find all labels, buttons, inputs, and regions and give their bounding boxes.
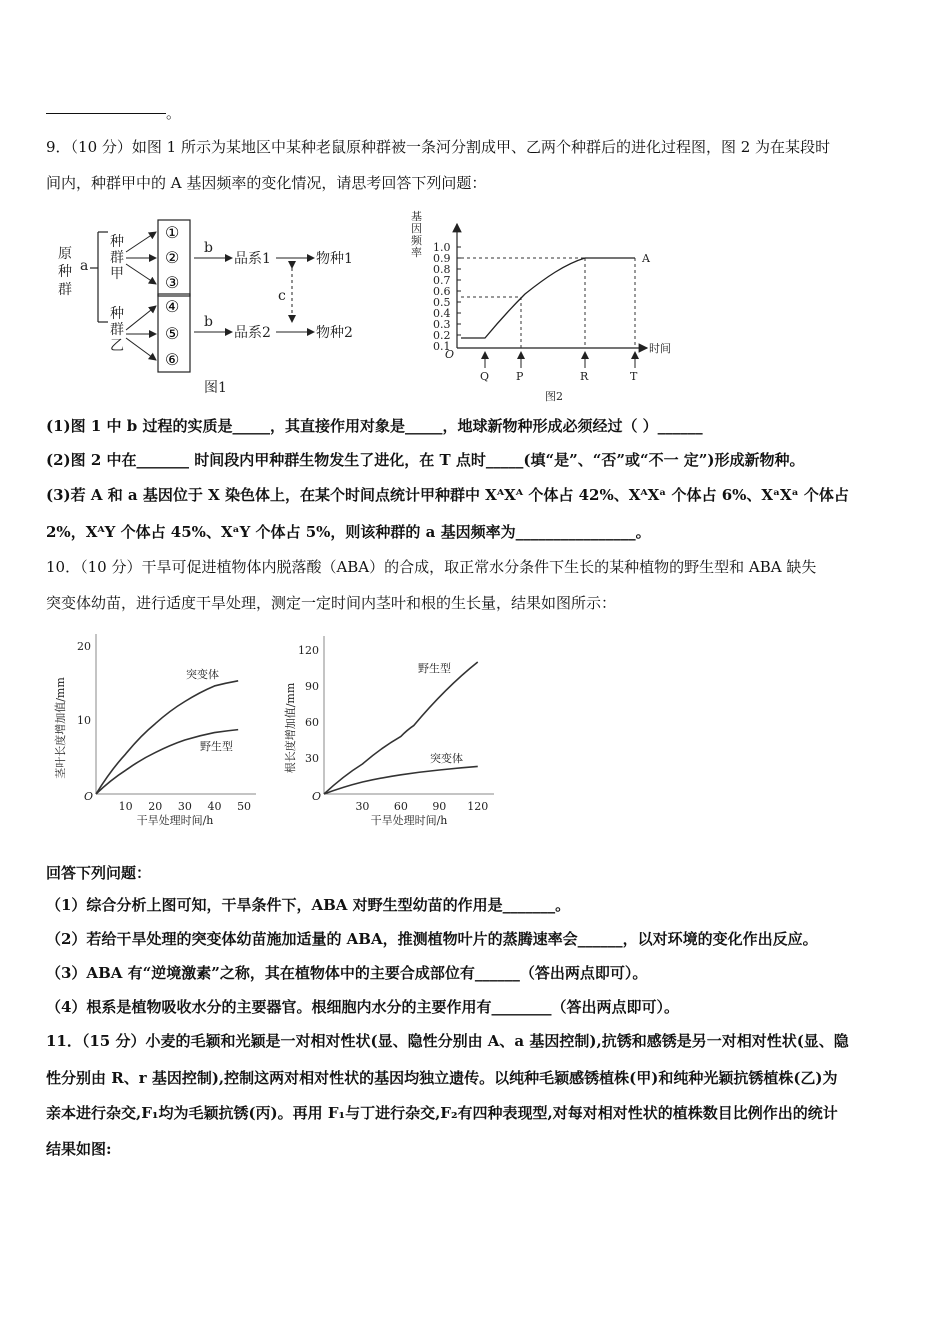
q9-sub3b: 2%，XᴬY 个体占 45%、XᵃY 个体占 5%，则该种群的 a 基因频率为________________。 [46,523,651,541]
circle-1: ① [165,223,180,242]
chart2-ytick-90: 90 [305,680,319,693]
x-point-R: R [580,370,589,383]
fig2-ytick-0.5: 0.5 [433,296,451,309]
q9-sub3a: (3)若 A 和 a 基因位于 X 染色体上，在某个时间点统计甲种群中 XᴬXᴬ 个体占 42%、XᴬXᵃ 个体占 6%、XᵃXᵃ 个体占 [46,486,849,504]
chart2-ylabel-group [283,682,297,773]
label-b-2: b [204,314,213,330]
fig2-ytick-1.0: 1.0 [433,241,451,254]
chart2-series-mutant [324,766,478,794]
fig2-ytick-0.1: 0.1 [433,340,451,353]
origin-char-2: 种 [58,264,72,280]
q11-line4: 结果如图: [46,1140,112,1158]
chart1-xtick-30: 30 [177,800,192,813]
chart1-xtick-40: 40 [207,800,222,813]
chart1-xtick-20: 20 [148,800,163,813]
strain-1: 品系1 [234,251,271,267]
chart1-xlabel: 干旱处理时间/h [136,814,214,827]
chart2-xtick-120: 120 [467,800,489,813]
species-1: 物种1 [316,251,353,267]
circle-6: ⑥ [165,350,180,369]
figure-2-caption: 图2 [545,390,563,403]
figure-1-diagram [52,208,382,398]
chart1-series-mutant [96,681,238,794]
answer-blank-line [46,112,166,114]
chart1-ytick-10: 10 [77,714,91,727]
q10-answer-intro: 回答下列问题： [46,864,152,882]
chart1-origin: O [84,790,94,803]
root-growth-chart [280,628,510,828]
label-a: a [80,258,89,274]
q9-line2: 间内，种群甲中的 A 基因频率的变化情况，请思考回答下列问题： [46,174,487,192]
x-point-P: P [516,370,524,383]
chart2-label-mutant: 突变体 [430,752,463,765]
chart2-xtick-30: 30 [355,800,370,813]
q9-line1: 9．（10 分）如图 1 所示为某地区中某种老鼠原种群被一条河分割成甲、乙两个种群后的进化过程图，图 2 为在某段时 [46,138,831,156]
circle-5: ⑤ [165,324,180,343]
figure-1-caption: 图1 [204,380,227,396]
chart1-xtick-10: 10 [118,800,133,813]
point-A-label: A [642,252,650,265]
chart2-origin: O [312,790,322,803]
chart2-ylabel: 根长度增加值/mm [284,682,297,774]
fig2-ylabel-4: 率 [411,246,422,259]
label-b-1: b [204,240,213,256]
group-yi-char-1: 种 [110,306,124,322]
chart2-ytick-120: 120 [298,644,319,657]
q9-sub1: (1)图 1 中 b 过程的实质是_____，其直接作用对象是_____，地球新物种形成必须经过（ ）______ [46,417,703,435]
circle-3: ③ [165,273,180,292]
q9-sub2: (2)图 2 中在_______ 时间段内甲种群生物发生了进化，在 T 点时_____(填“是”、“否”或“不一 定”)形成新物种。 [46,451,805,469]
fig2-ytick-0.3: 0.3 [433,318,451,331]
chart2-ytick-60: 60 [305,716,319,729]
fig2-ytick-0.7: 0.7 [433,274,451,287]
fig2-ytick-0.6: 0.6 [433,285,451,298]
group-jia-char-2: 群 [110,250,124,266]
fig2-ytick-0.4: 0.4 [433,307,451,320]
group-jia-char-1: 种 [110,234,124,250]
fig2-ylabel-3: 频 [411,234,422,247]
q10-s3: （3）ABA 有“逆境激素”之称，其在植物体中的主要合成部位有______（答出两点即可）。 [46,964,648,982]
origin-char-3: 群 [58,282,72,298]
circle-4: ④ [165,297,180,316]
chart1-ylabel-group [53,677,67,779]
fig2-ytick-0.9: 0.9 [433,252,451,265]
circle-2: ② [165,248,180,267]
q10-s1: （1）综合分析上图可知，干旱条件下，ABA 对野生型幼苗的作用是_______。 [46,896,571,914]
shoot-growth-chart [50,628,260,828]
q11-line3: 亲本进行杂交,F₁均为毛颖抗锈(丙)。再用 F₁与丁进行杂交,F₂有四种表现型,对每对相对性状的植株数目比例作出的统计 [46,1104,838,1122]
fig2-ytick-0.2: 0.2 [433,329,451,342]
fig2-origin: O [445,348,455,361]
fig2-ylabel-1: 基 [411,210,422,223]
chart1-ylabel: 茎叶长度增加值/mm [54,677,67,779]
q10-line1: 10．（10 分）干旱可促进植物体内脱落酸（ABA）的合成，取正常水分条件下生长的某种植物的野生型和 ABA 缺失 [46,558,817,576]
chart1-label-wildtype: 野生型 [200,740,233,753]
fig2-ylabel-2: 因 [411,222,422,235]
q10-s2: （2）若给干旱处理的突变体幼苗施加适量的 ABA，推测植物叶片的蒸腾速率会______，以对环境的变化作出反应。 [46,930,818,948]
label-c: c [278,288,286,304]
chart2-label-wildtype: 野生型 [418,662,451,675]
chart1-label-mutant: 突变体 [186,668,219,681]
chart2-xtick-60: 60 [393,800,408,813]
chart2-ytick-30: 30 [305,752,319,765]
x-point-T: T [630,370,638,383]
q11-line1: 11．（15 分）小麦的毛颖和光颖是一对相对性状(显、隐性分别由 A、a 基因控制),抗锈和感锈是另一对相对性状(显、隐 [46,1032,849,1050]
group-yi-char-2: 群 [110,322,124,338]
chart1-ytick-20: 20 [77,640,91,653]
q11-line2: 性分别由 R、r 基因控制),控制这两对相对性状的基因均独立遗传。以纯种毛颖感锈植株(甲)和纯种光颖抗锈植株(乙)为 [46,1069,838,1087]
figure-2-chart [405,208,700,406]
strain-2: 品系2 [234,325,271,341]
fig2-xlabel: 时间 [649,342,671,355]
x-point-Q: Q [480,370,490,383]
q10-s4: （4）根系是植物吸收水分的主要器官。根细胞内水分的主要作用有________（答出两点即可）。 [46,998,679,1016]
group-jia-char-3: 甲 [110,266,124,282]
chart2-xlabel: 干旱处理时间/h [370,814,448,827]
species-2: 物种2 [316,325,353,341]
group-yi-char-3: 乙 [110,338,124,354]
origin-char-1: 原 [58,246,72,262]
fig2-ytick-0.8: 0.8 [433,263,451,276]
q10-line2: 突变体幼苗，进行适度干旱处理，测定一定时间内茎叶和根的生长量，结果如图所示： [46,594,617,612]
period: 。 [166,104,182,122]
chart2-xtick-90: 90 [432,800,447,813]
chart1-xtick-50: 50 [237,800,252,813]
